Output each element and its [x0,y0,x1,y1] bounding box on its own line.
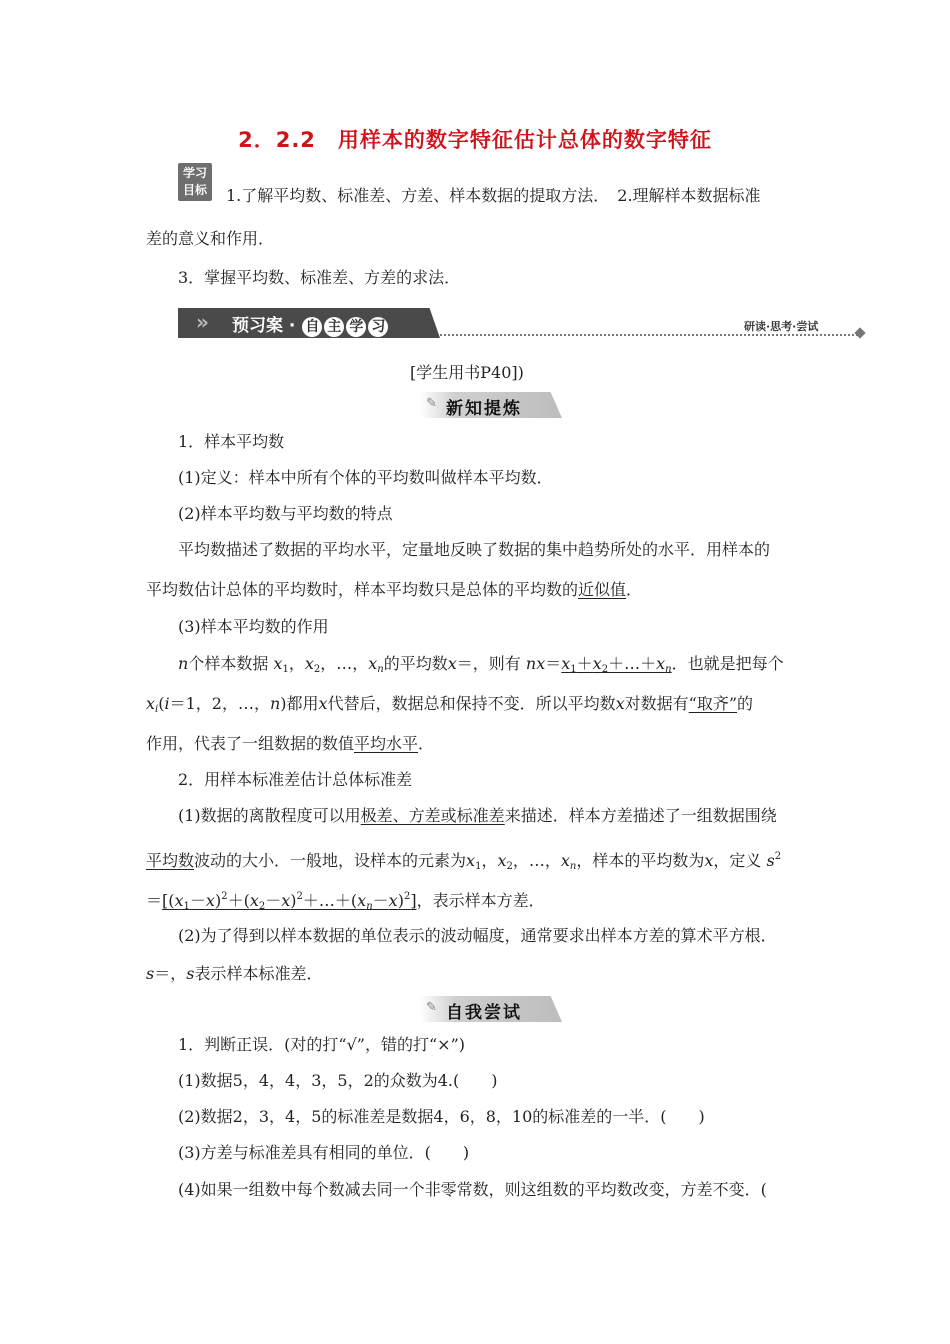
paragraph: (2)为了得到以样本数据的单位表示的波动幅度，通常要求出样本方差的算术平方根． [178,926,777,945]
question: (3)方差与标准差具有相同的单位．( ) [178,1143,470,1162]
formula-line: s＝，s表示样本标准差． [146,964,323,983]
circled-char: 自 [302,317,322,337]
text: 代替后，数据总和保持不变．所以平均数 [327,694,616,713]
question: (2)数据2，3，4，5的标准差是数据4，6，8，10的标准差的一半．( ) [178,1107,705,1126]
section-heading-self-try: 自我尝试 [446,1003,522,1023]
pen-icon: ✎ [426,396,437,411]
circled-char: 习 [368,317,388,337]
underlined-answer: 平均数 [146,851,195,870]
paragraph: 平均数估计总体的平均数时，样本平均数只是总体的平均数的近似值． [146,580,643,599]
circled-char: 学 [346,317,366,337]
pen-icon: ✎ [426,1000,437,1015]
underlined-answer: “取齐” [688,694,738,713]
paragraph: 平均数描述了数据的平均水平，定量地反映了数据的集中趋势所处的水平．用样本的 [178,540,771,559]
paragraph [146,734,434,754]
underlined-answer: 近似值 [578,580,627,599]
section-heading-new-knowledge: 新知提炼 [446,399,522,419]
chevron-right-icon: » [196,310,209,334]
text: ．也就是把每个 [671,654,784,673]
paragraph: (1)定义：样本中所有个体的平均数叫做样本平均数． [178,468,553,487]
question: 1．判断正误．(对的打“√”，错的打“×”) [178,1035,465,1054]
text: 平均数估计总体的平均数时，样本平均数只是总体的平均数的 [146,580,579,599]
text: ( [158,694,165,713]
text: ，样本的平均数为 [576,851,705,870]
text: 波动的大小．一般地，设样本的元素为 [194,851,467,870]
textbook-reference: [学生用书P40]) [410,363,524,382]
text: 的平均数 [383,654,448,673]
banner-text: 预习案 · [232,316,296,336]
page-title: 2．2.2 用样本的数字特征估计总体的数字特征 [238,128,712,152]
formula-line: n个样本数据 $x_1$，$x_2$，…，$x_n$的平均数x＝，则有 $nx=x_1+x_2+\dots+x_n$．也就是把每个 [178,654,784,675]
text: ，表示样本方差． [416,891,545,910]
badge-line1: 学习 [182,166,207,180]
learning-goals-badge [178,163,212,201]
preview-banner-label [232,311,389,337]
dotted-divider [440,334,858,336]
text: ，定义 [713,851,762,870]
subheading: (3)样本平均数的作用 [178,617,329,636]
subheading: (2)样本平均数与平均数的特点 [178,504,393,523]
text: 表示样本标准差． [194,964,323,983]
text: ． [418,734,435,753]
goals-line1: 1.了解平均数、标准差、方差、样本数据的提取方法． 2.理解样本数据标准 [226,186,761,205]
diamond-icon [854,327,865,338]
text: ＝，则有 [456,654,521,673]
underlined-answer: 平均水平 [354,734,419,753]
goals-line2: 差的意义和作用． [146,229,275,248]
question: (4)如果一组数中每个数减去同一个非零常数，则这组数的平均数改变，方差不变．( [178,1180,767,1199]
text: )都用 [280,694,319,713]
formula-line: $=[(x_1-x)^2+(x_2-x)^2+\dots+(x_n-x)^2]$，表示样本方差． [146,891,545,912]
text: ＝1，2，…， [169,694,270,713]
formula-line: 平均数波动的大小．一般地，设样本的元素为$x_1$，$x_2$，…，$x_n$，样本的平均数为x，定义 $s^2$ [146,851,782,872]
paragraph [178,806,777,826]
badge-line2: 目标 [182,183,207,197]
text: (1)数据的离散程度可以用 [178,806,361,825]
subheading: 2．用样本标准差估计总体标准差 [178,770,413,789]
circled-char: 主 [324,317,344,337]
text: 对数据有 [624,694,689,713]
formula-line: $x_i(i=1$，2，…，n)都用x代替后，数据总和保持不变．所以平均数x对数据有“取齐”的 [146,694,754,715]
text: 作用，代表了一组数据的数值 [146,734,355,753]
text: 个样本数据 [188,654,269,673]
banner-right-text: 研读·思考·尝试 [744,320,819,333]
underlined-answer: 极差、方差或标准差 [360,806,505,825]
goals-line3: 3．掌握平均数、标准差、方差的求法． [178,268,461,287]
text: 的 [737,694,754,713]
text: 来描述．样本方差描述了一组数据围绕 [504,806,777,825]
question: (1)数据5，4，4，3，5，2的众数为4.( ) [178,1071,498,1090]
subheading: 1．样本平均数 [178,432,285,451]
